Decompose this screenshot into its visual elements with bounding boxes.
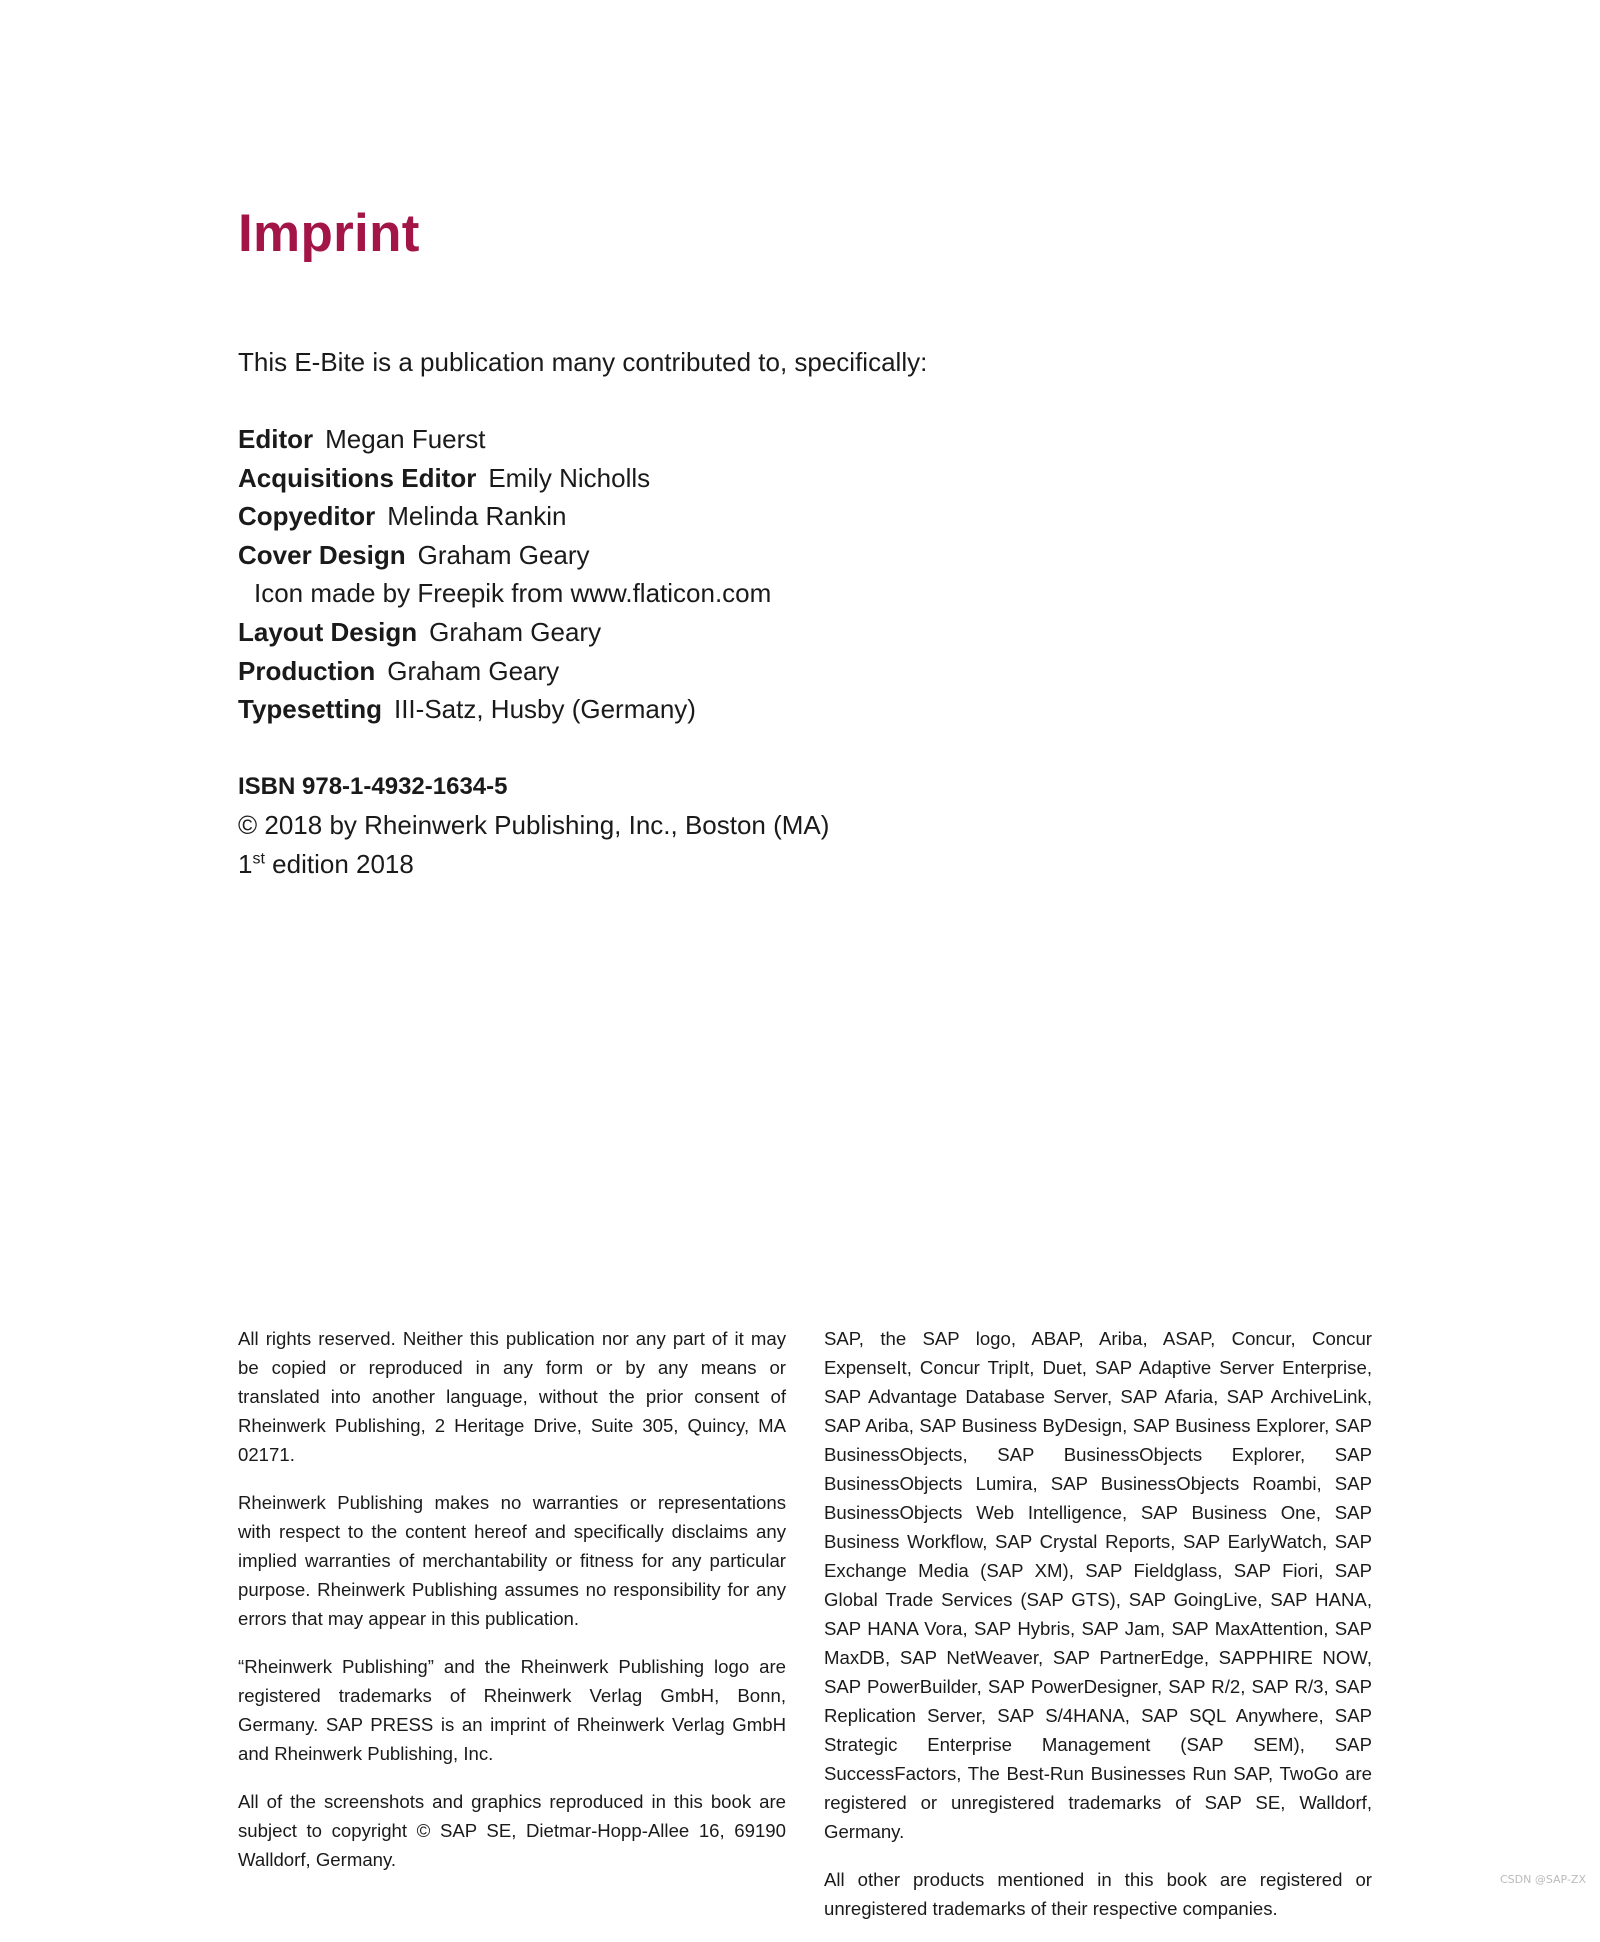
cover-icon-credit: Icon made by Freepik from www.flaticon.com (254, 578, 772, 609)
credit-name: Graham Geary (429, 616, 602, 647)
credit-role: Editor (238, 424, 314, 454)
trademark-publisher-paragraph: “Rheinwerk Publishing” and the Rheinwerk Publishing logo are registered trademarks of Rheinwerk Verlag GmbH, Bonn, Germany. SAP PRESS is an imprint of Rheinwerk Verlag GmbH and Rheinwerk Publishing, Inc. (238, 1656, 786, 1764)
credit-copyeditor (238, 497, 771, 536)
credit-name: Graham Geary (417, 539, 590, 570)
credits-list (238, 420, 771, 729)
edition-text: edition 2018 (272, 849, 414, 879)
edition-suffix: st (252, 850, 265, 868)
warranty-disclaimer-paragraph: Rheinwerk Publishing makes no warranties or representations with respect to the content hereof and specifically disclaims any implied warranties of merchantability or fitness for any particular purpose. Rheinwerk Publishing assumes no responsibility for any errors that may appear in this publication. (238, 1492, 786, 1629)
credit-typesetting (238, 690, 771, 729)
legal-notice-right (824, 1324, 1372, 1942)
rights-reserved-paragraph: All rights reserved. Neither this publication nor any part of it may be copied or reproduced in any form or by any means or translated into another language, without the prior consent of Rheinwerk Publishing, 2 Heritage Drive, Suite 305, Quincy, MA 02171. (238, 1328, 786, 1465)
credit-name: Megan Fuerst (325, 424, 486, 454)
credit-role: Copyeditor (238, 501, 376, 532)
page-title: Imprint (238, 204, 420, 263)
credit-layout-design (238, 613, 771, 652)
credit-production (238, 652, 771, 691)
sap-trademarks-paragraph: SAP, the SAP logo, ABAP, Ariba, ASAP, Concur, Concur ExpenseIt, Concur TripIt, Duet, SAP Adaptive Server Enterprise, SAP Advantage Database Server, SAP Afaria, SAP ArchiveLink, SAP Ariba, SAP Business ByDesign, SAP Business Explorer, SAP BusinessObjects, SAP BusinessObjects Explorer, SAP BusinessObjects Lumira, SAP BusinessObjects Roambi, SAP BusinessObjects Web Intelligence, SAP Business One, SAP Business Workflow, SAP Crystal Reports, SAP EarlyWatch, SAP Exchange Media (SAP XM), SAP Fieldglass, SAP Fiori, SAP Global Trade Services (SAP GTS), SAP GoingLive, SAP HANA, SAP HANA Vora, SAP Hybris, SAP Jam, SAP MaxAttention, SAP MaxDB, SAP NetWeaver, SAP PartnerEdge, SAPPHIRE NOW, SAP PowerBuilder, SAP PowerDesigner, SAP R/2, SAP R/3, SAP Replication Server, SAP S/4HANA, SAP SQL Anywhere, SAP Strategic Enterprise Management (SAP SEM), SAP SuccessFactors, The Best-Run Businesses Run SAP, TwoGo are registered or unregistered trademarks of SAP SE, Walldorf, Germany. (824, 1328, 1372, 1842)
publication-info (238, 767, 829, 884)
credit-role: Production (238, 655, 376, 686)
credit-editor (238, 420, 771, 459)
credit-name: Graham Geary (387, 655, 560, 686)
other-trademarks-paragraph: All other products mentioned in this book are registered or unregistered trademarks of their respective companies. (824, 1869, 1372, 1919)
credit-role: Typesetting (238, 694, 382, 725)
credit-name: Emily Nicholls (488, 462, 651, 493)
edition-line (238, 845, 829, 884)
credit-role: Layout Design (238, 616, 418, 647)
legal-notice-left (238, 1324, 786, 1893)
edition-number: 1 (238, 849, 253, 879)
credit-role: Acquisitions Editor (238, 462, 477, 493)
isbn: ISBN 978-1-4932-1634-5 (238, 773, 508, 800)
credit-name: III-Satz, Husby (Germany) (393, 694, 696, 725)
intro-text: This E-Bite is a publication many contributed to, specifically: (238, 347, 928, 377)
credit-acquisitions-editor (238, 459, 771, 498)
credit-cover-design (238, 536, 771, 575)
credit-role: Cover Design (238, 539, 406, 570)
credit-name: Melinda Rankin (387, 501, 567, 532)
screenshot-copyright-paragraph: All of the screenshots and graphics reproduced in this book are subject to copyright © SAP SE, Dietmar-Hopp-Allee 16, 69190 Walldorf, Germany. (238, 1791, 786, 1870)
watermark: CSDN @SAP-ZX (1499, 1873, 1586, 1886)
copyright-line: © 2018 by Rheinwerk Publishing, Inc., Boston (MA) (238, 810, 830, 840)
